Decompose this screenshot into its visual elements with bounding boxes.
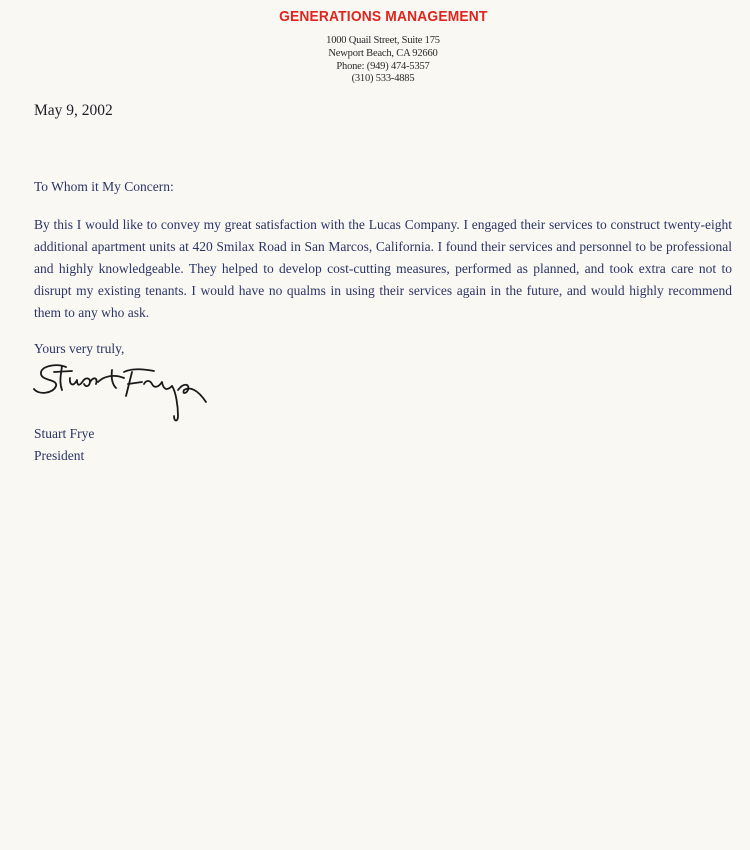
letterhead: [0, 8, 750, 86]
letter-body: By this I would like to convey my great satisfaction with the Lucas Company. I engaged their services to construct twenty-eight additional apartment units at 420 Smilax Road in San Marcos, California. I found their services and personnel to be professional and highly knowledgeable. They helped to develop cost-cutting measures, performed as planned, and took extra care not to disrupt my existing tenants. I would have no qualms in using their services again in the future, and would highly recommend them to any who ask.: [34, 217, 732, 320]
address-block: [0, 35, 750, 86]
phone-number: Phone: (949) 474-5357: [336, 60, 430, 72]
handwritten-signature: [32, 362, 212, 426]
city-state-zip: Newport Beach, CA 92660: [328, 47, 438, 59]
street-address: 1000 Quail Street, Suite 175: [326, 35, 440, 46]
closing: Yours very truly,: [34, 341, 125, 356]
secondary-phone-number: (310) 533-4885: [351, 73, 415, 85]
letter-date: May 9, 2002: [34, 102, 113, 119]
company-name: GENERATIONS MANAGEMENT: [278, 8, 488, 25]
signer-name: Stuart Frye: [34, 426, 95, 441]
signer-title: President: [34, 448, 85, 463]
salutation: To Whom it My Concern:: [34, 179, 174, 194]
